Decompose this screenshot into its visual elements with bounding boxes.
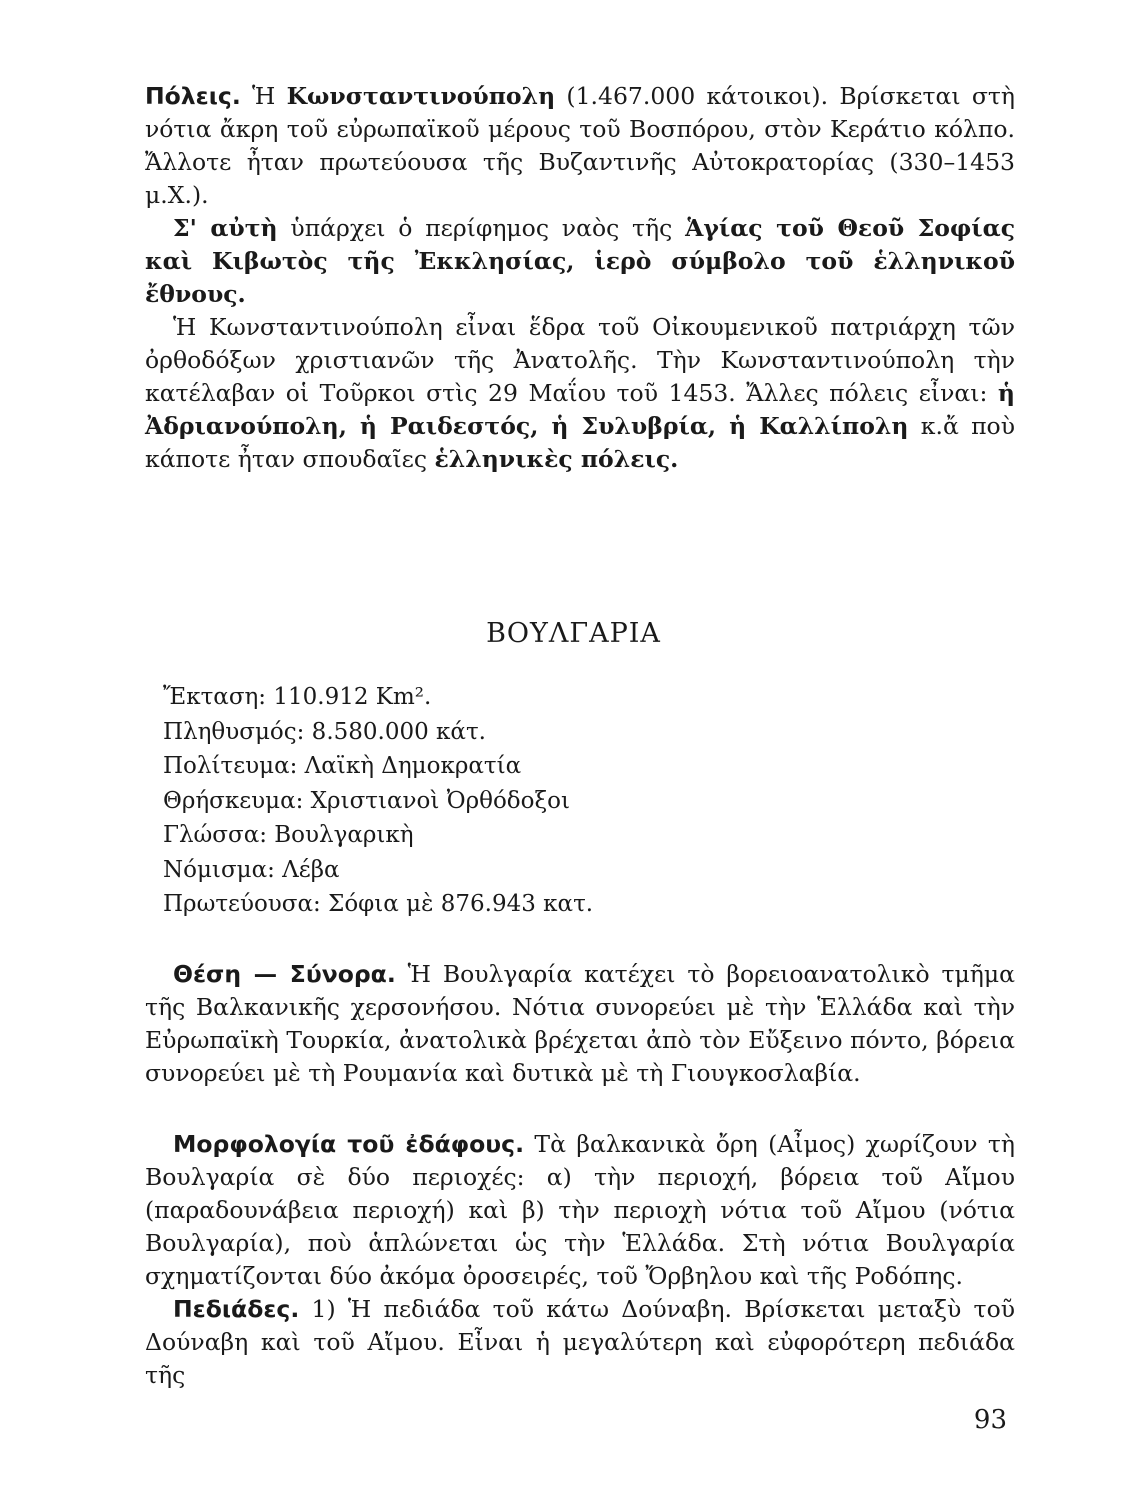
patriarchate-text: Ἡ Κωνσταντινούπολη εἶναι ἕδρα τοῦ Οἰκουμενικοῦ πατριάρχη τῶν ὀρθοδόξων χριστιανῶν τῆς Ἀνατολῆς. Τὴν Κωνσταντινούπολη τὴν κατέλαβαν οἱ Τοῦρκοι στὶς 29 Μαΐου τοῦ 1453. Ἄλλες πόλεις εἶναι:	[145, 313, 1015, 407]
fact-language: Γλώσσα: Βουλγαρικὴ	[163, 822, 414, 848]
country-title: ΒΟΥΛΓΑΡΙΑ	[486, 618, 661, 649]
hagia-sophia-paragraph	[145, 212, 1015, 311]
fact-area: Ἔκταση: 110.912 Km².	[163, 684, 432, 710]
fact-government: Πολίτευμα: Λαϊκὴ Δημοκρατία	[163, 753, 522, 779]
cities-constantinople: Κωνσταντινούπολη	[286, 82, 556, 110]
other-cities-list: ἡ Ἀδριανούπολη, ἡ Ραιδεστός, ἡ Συλυβρία, ἡ Καλλίπολη	[145, 379, 1015, 440]
cities-run-plain: Ἡ	[240, 82, 287, 110]
cities-heading: Πόλεις.	[145, 82, 241, 110]
cities-section	[145, 80, 1015, 476]
hagia-plain: ὑπάρχει ὁ περίφημος ναὸς τῆς	[277, 214, 686, 242]
plains-paragraph	[145, 1293, 1015, 1392]
greek-cities-phrase: ἑλληνικὲς πόλεις.	[434, 445, 679, 473]
borders-paragraph	[145, 958, 1015, 1090]
cities-paragraph	[145, 80, 1015, 212]
plains-text: 1) Ἡ πεδιάδα τοῦ κάτω Δούναβη. Βρίσκεται μεταξὺ τοῦ Δούναβη καὶ τοῦ Αἴμου. Εἶναι ἡ μεγαλύτερη καὶ εὐφορότερη πεδιάδα τῆς	[145, 1295, 1015, 1389]
morphology-section	[145, 1128, 1015, 1392]
cities-description: (1.467.000 κάτοικοι). Βρίσκεται στὴ νότια ἄκρη τοῦ εὐρωπαϊκοῦ μέρους τοῦ Βοσπόρου, στὸν Κεράτιο κόλπο. Ἄλλοτε ἦταν πρωτεύουσα τῆς Βυζαντινῆς Αὐτοκρατορίας (330–1453 μ.Χ.).	[145, 82, 1015, 209]
fact-population: Πληθυσμός: 8.580.000 κάτ.	[163, 718, 486, 745]
fact-currency: Νόμισμα: Λέβα	[163, 856, 340, 883]
plains-heading: Πεδιάδες.	[173, 1295, 300, 1323]
morphology-paragraph	[145, 1128, 1015, 1293]
hagia-bold-2: Ἁγίας τοῦ Θεοῦ Σοφίας καὶ Κιβωτὸς τῆς Ἐκκλησίας, ἱερὸ σύμβολο τοῦ ἑλληνικοῦ ἔθνους.	[145, 214, 1016, 308]
hagia-bold-1: Σ' αὐτὴ	[173, 214, 278, 242]
borders-heading: Θέση — Σύνορα.	[173, 960, 396, 988]
borders-text: Ἡ Βουλγαρία κατέχει τὸ βορειοανατολικὸ τμῆμα τῆς Βαλκανικῆς χερσονήσου. Νότια συνορεύει μὲ τὴν Ἑλλάδα καὶ τὴν Εὐρωπαϊκὴ Τουρκία, ἀνατολικὰ βρέχεται ἀπὸ τὸν Εὔξεινο πόντο, βόρεια συνορεύει μὲ τὴ Ρουμανία καὶ δυτικὰ μὲ τὴ Γιουγκοσλαβία.	[145, 960, 1015, 1087]
patriarchate-text-2: κ.ἄ ποὺ κάποτε ἦταν σπουδαῖες	[145, 412, 1015, 473]
morphology-heading: Μορφολογία τοῦ ἐδάφους.	[173, 1130, 525, 1158]
borders-section	[145, 958, 1015, 1090]
morphology-text: Τὰ βαλκανικὰ ὄρη (Αἶμος) χωρίζουν τὴ Βουλγαρία σὲ δύο περιοχές: α) τὴν περιοχή, βόρεια τοῦ Αἴμου (παραδουνάβεια περιοχή) καὶ β) τὴν περιοχὴ νότια τοῦ Αἴμου (νότια Βουλγαρία), ποὺ ἁπλώνεται ὡς τὴν Ἑλλάδα. Στὴ νότια Βουλγαρία σχηματίζονται δύο ἀκόμα ὀροσειρές, τοῦ Ὄρβηλου καὶ τῆς Ροδόπης.	[145, 1130, 1015, 1290]
page-number: 93	[973, 1405, 1007, 1435]
country-facts	[163, 680, 593, 922]
fact-religion: Θρήσκευμα: Χριστιανοὶ Ὀρθόδοξοι	[163, 787, 571, 814]
fact-capital: Πρωτεύουσα: Σόφια μὲ 876.943 κατ.	[163, 891, 594, 917]
patriarchate-paragraph	[145, 311, 1015, 476]
